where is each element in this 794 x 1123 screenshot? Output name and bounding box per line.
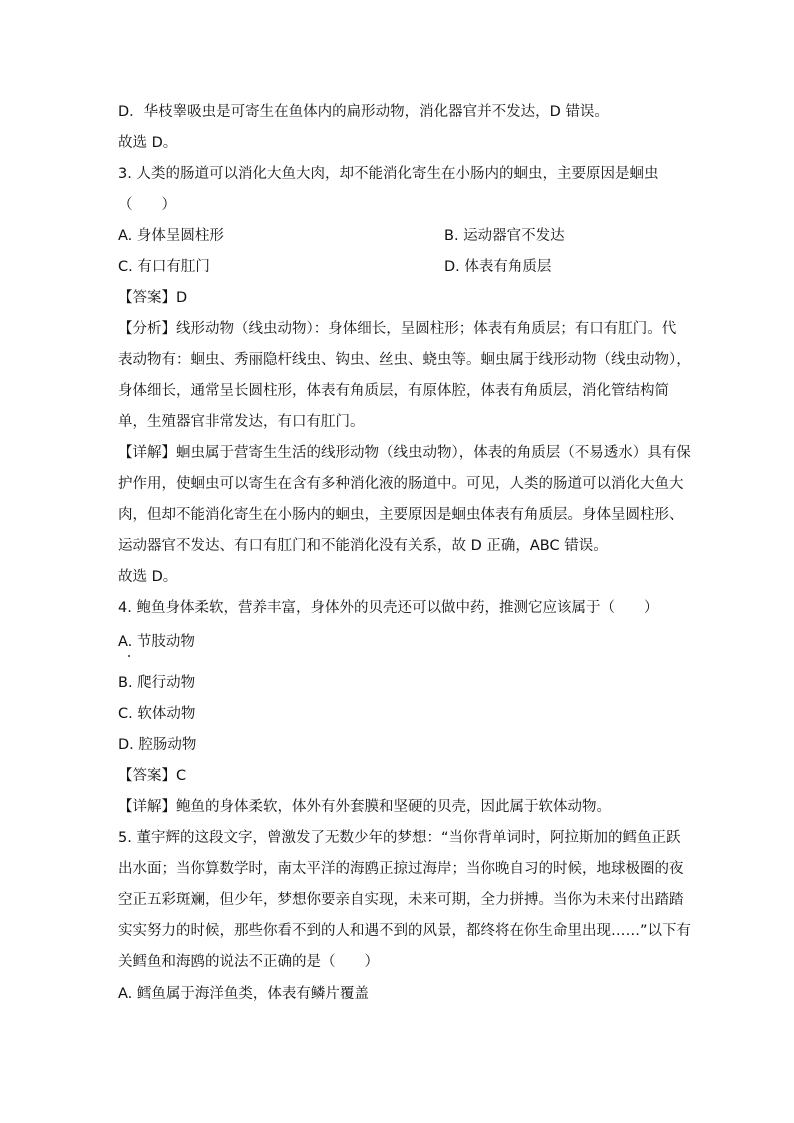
q3-analysis-line: 表动物有：蛔虫、秀丽隐杆线虫、钩虫、丝虫、蛲虫等。蛔虫属于线形动物（线虫动物）， (118, 352, 691, 368)
q4-option-a: A. 节肢动物 (118, 634, 195, 650)
q4-stem: 4. 鲍鱼身体柔软，营养丰富，身体外的贝壳还可以做中药，推测它应该属于（ ） (118, 600, 659, 616)
q5-stem-line: 关鳕鱼和海鸥的说法不正确的是（ ） (118, 954, 379, 970)
q3-detail-line: 护作用，使蛔虫可以寄生在含有多种消化液的肠道中。可见，人类的肠道可以消化大鱼大 (118, 476, 684, 492)
q4-option-b: B. 爬行动物 (118, 675, 196, 691)
q3-stem-line2: （ ） (118, 197, 176, 213)
q5-stem-line: 出水面；当你算数学时，南太平洋的海鸥正掠过海岸；当你晚自习的时候，地球极圈的夜 (118, 861, 684, 877)
q4-detail: 【详解】鲍鱼的身体柔软，体外有外套膜和坚硬的贝壳，因此属于软体动物。 (118, 799, 611, 815)
q5-stem-line: 5. 董宇辉的这段文字，曾激发了无数少年的梦想：“当你背单词时，阿拉斯加的鳕鱼正跃 (118, 830, 681, 846)
q3-option-b: B. 运动器官不发达 (444, 228, 565, 244)
q3-analysis-line: 单，生殖器官非常发达，有口有肛门。 (118, 414, 365, 430)
q4-option-c: C. 软体动物 (118, 706, 196, 722)
q3-stem-line1: 3. 人类的肠道可以消化大鱼大肉，却不能消化寄生在小肠内的蛔虫，主要原因是蛔虫 (118, 166, 659, 182)
q5-stem-line: 实实努力的时候，那些你看不到的人和遇不到的风景，都终将在你生命里出现……”以下有 (118, 923, 692, 939)
q3-option-d: D. 体表有角质层 (444, 259, 552, 275)
q3-option-c: C. 有口有肛门 (118, 259, 210, 275)
q4-option-d: D. 腔肠动物 (118, 737, 197, 753)
q2-conclusion: 故选 D。 (118, 135, 178, 151)
q3-analysis-line: 身体细长，通常呈长圆柱形，体表有角质层，有原体腔，体表有角质层，消化管结构简 (118, 383, 669, 399)
q3-conclusion: 故选 D。 (118, 569, 178, 585)
stray-dot-mark (128, 655, 130, 657)
q5-option-a: A. 鳕鱼属于海洋鱼类，体表有鳞片覆盖 (118, 986, 369, 1002)
q3-answer: 【答案】D (118, 290, 188, 306)
q3-detail-line: 运动器官不发达、有口有肛门和不能消化没有关系，故 D 正确，ABC 错误。 (118, 538, 608, 554)
q3-analysis-line: 【分析】线形动物（线虫动物）：身体细长，呈圆柱形；体表有角质层；有口有肛门。代 (118, 321, 677, 337)
q2-option-d-explanation: D．华枝睾吸虫是可寄生在鱼体内的扁形动物，消化器官并不发达，D 错误。 (118, 104, 609, 120)
q3-option-a: A. 身体呈圆柱形 (118, 228, 224, 244)
q3-detail-line: 肉，但却不能消化寄生在小肠内的蛔虫，主要原因是蛔虫体表有角质层。身体呈圆柱形、 (118, 507, 684, 523)
q3-detail-line: 【详解】蛔虫属于营寄生生活的线形动物（线虫动物），体表的角质层（不易透水）具有保 (118, 445, 691, 461)
q5-stem-line: 空正五彩斑斓，但少年，梦想你要亲自实现，未来可期，全力拼搏。当你为未来付出踏踏 (118, 892, 684, 908)
q4-answer: 【答案】C (118, 768, 187, 784)
